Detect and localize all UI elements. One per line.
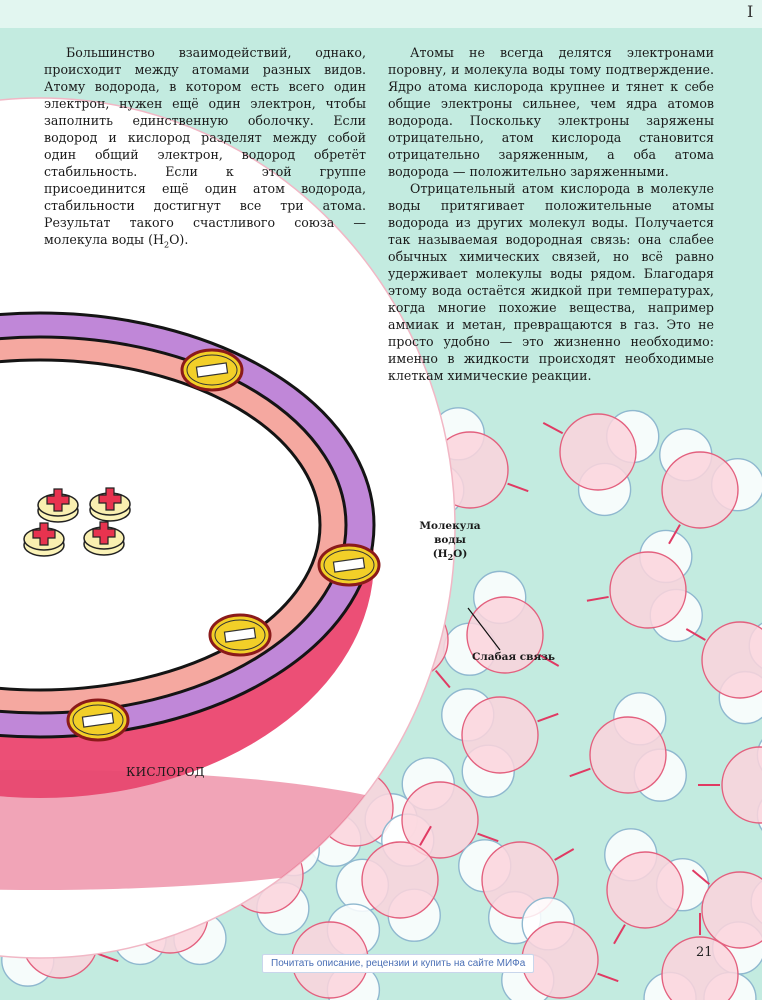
- page-number: 21: [696, 945, 713, 960]
- oxygen-atom: [362, 842, 438, 918]
- electron: [319, 545, 379, 585]
- electron: [68, 700, 128, 740]
- left-text-column: [44, 44, 366, 254]
- paragraph: Атомы не всегда делятся электронами поровну, и молекула воды тому подтверждение. Ядро атома кислорода крупнее и тянет к себе общие электроны сильнее, чем ядра атомов водорода. Поскольку электроны заряжены отрицательно, атом кислорода становится отрицательно заряженным, а оба атома водорода — положительно заряженными.: [388, 45, 714, 179]
- corner-mark: I: [747, 2, 754, 21]
- water-molecule-label: Молекула воды $(H_2O)$: [419, 520, 481, 563]
- oxygen-atom: [560, 414, 636, 490]
- weak-bond-label: Слабая связь: [472, 651, 556, 663]
- oxygen-atom: [662, 452, 738, 528]
- oxygen-label: КИСЛОРОД: [126, 765, 205, 779]
- promo-link[interactable]: Почитать описание, рецензии и купить на сайте МИФа: [262, 954, 534, 973]
- electron: [182, 350, 242, 390]
- oxygen-atom: [610, 552, 686, 628]
- right-text-column: [388, 44, 714, 384]
- oxygen-atom: [462, 697, 538, 773]
- oxygen-atom: [590, 717, 666, 793]
- electron: [210, 615, 270, 655]
- oxygen-atom: [607, 852, 683, 928]
- paragraph: Большинство взаимодействий, однако, происходит между атомами разных видов. Атому водорода, в котором есть всего один электрон, нужен ещё один электрон, чтобы заполнить единственную оболочку. Если водород и кислород разделят между собой один общий электрон, водород обретёт стабильность. Если к этой группе присоединится ещё один атом водорода, стабильности достигнут все три атома. Результат такого счастливого союза — молекула воды $(H_2O)$.: [44, 45, 366, 250]
- paragraph: Отрицательный атом кислорода в молекуле воды притягивает положительные атомы водорода из других молекул воды. Получается так называемая водородная связь: она слабее обычных химических связей, но всё равно удерживает молекулы воды рядом. Благодаря этому вода остаётся жидкой при температурах, когда многие похожие вещества, например аммиак и метан, превращаются в газ. Это не просто удобно — это жизненно необходимо: именно в жидкости происходят необходимые клеткам химические реакции.: [388, 181, 714, 383]
